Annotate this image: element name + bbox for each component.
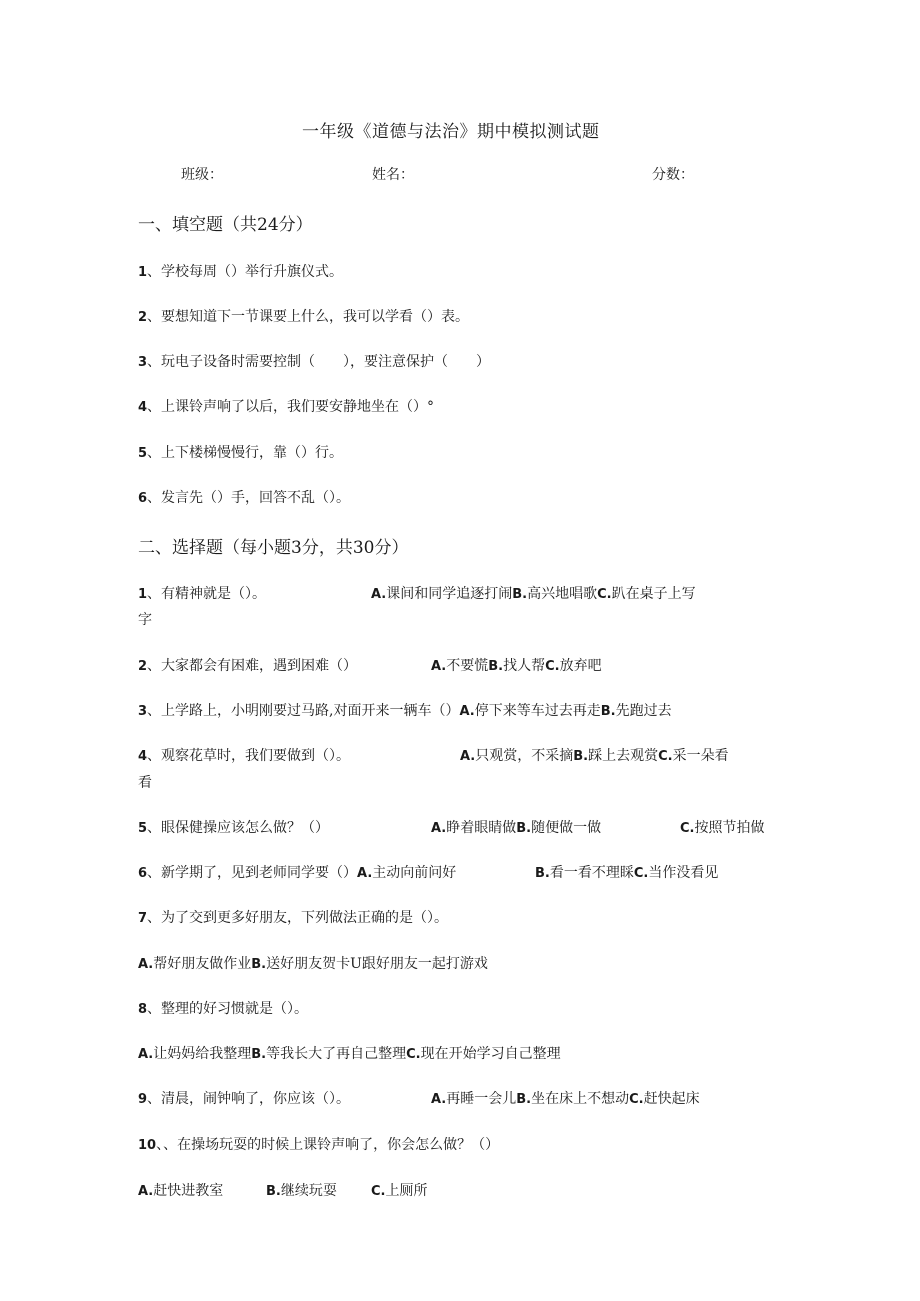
fill-question <box>138 306 469 326</box>
option-b-text: 坐在床上不想动 <box>531 1091 630 1107</box>
option-a-text: 再睡一会儿 <box>446 1091 517 1107</box>
option-c-text: 趴在桌子上写 <box>611 586 696 602</box>
option-b-letter: B. <box>251 957 267 972</box>
option-a-letter: A. <box>431 821 447 836</box>
question-text: 、学校每周（）举行升旗仪式。 <box>147 264 344 280</box>
name-label: 姓名： <box>372 167 414 183</box>
option-c-letter: C. <box>658 749 673 764</box>
choice-question-stem <box>138 745 350 765</box>
fill-question <box>138 442 343 462</box>
choice-options <box>371 583 696 603</box>
choice-options <box>431 655 602 675</box>
option-c-text: 赶快起床 <box>643 1091 700 1107</box>
question-number: 6 <box>138 491 148 506</box>
option-b-text: 随便做一做 <box>531 820 602 836</box>
question-text: 、要想知道下一节课要上什么，我可以学看（）表。 <box>147 309 470 325</box>
section-heading-fill-blank: 一、填空题（共24分） <box>138 215 313 235</box>
wrapped-text: 字 <box>138 612 152 628</box>
option-a-letter: A. <box>459 704 475 719</box>
question-text: 、发言先（）手，回答不乱（）。 <box>147 490 351 506</box>
option-b-text: 看一看不理睬 <box>549 865 634 881</box>
option-c-letter: C. <box>629 1092 644 1107</box>
question-number: 9 <box>138 1092 148 1107</box>
option-a-letter: A. <box>431 1092 447 1107</box>
option-b-text: 高兴地唱歌 <box>527 586 598 602</box>
question-text: 、上课铃声响了以后，我们要安静地坐在（）° <box>147 399 435 415</box>
question-number: 1 <box>138 587 148 602</box>
option-a-letter: A. <box>431 659 447 674</box>
question-number: 1 <box>138 265 148 280</box>
option-b-letter: B. <box>600 704 616 719</box>
question-number: 2 <box>138 310 148 325</box>
choice-option-c <box>680 817 764 837</box>
option-b-letter: B. <box>251 1047 267 1062</box>
option-c-text: 现在开始学习自己整理 <box>420 1046 561 1062</box>
option-a-text: 不要慌 <box>446 658 489 674</box>
question-text: 、上下楼梯慢慢行，靠（）行。 <box>147 445 344 461</box>
option-a-letter: A. <box>138 1184 154 1199</box>
question-number: 6 <box>138 866 148 881</box>
option-b-text: 先跑过去 <box>615 703 672 719</box>
question-text: 、有精神就是（）。 <box>147 586 267 602</box>
option-b-letter: B. <box>573 749 589 764</box>
question-number: 4 <box>138 749 148 764</box>
option-c-letter: C. <box>680 821 695 836</box>
question-text: 、整理的好习惯就是（）。 <box>147 1001 309 1017</box>
choice-question-stem <box>138 655 357 675</box>
option-c-letter: C. <box>371 1184 386 1199</box>
option-a-text: 睁着眼睛做 <box>446 820 517 836</box>
option-a-letter: A. <box>138 957 154 972</box>
option-a-text: 主动向前问好 <box>372 865 457 881</box>
option-b-letter: B. <box>535 866 550 881</box>
choice-question-stem <box>138 998 308 1018</box>
option-a-text: 课间和同学追逐打闹 <box>386 586 513 602</box>
option-a-text: 赶快进教室 <box>153 1183 224 1199</box>
option-b-letter: B. <box>266 1184 281 1199</box>
option-c-text: 采一朵看 <box>672 748 729 764</box>
option-b-text: 继续玩耍 <box>280 1183 337 1199</box>
fill-question <box>138 396 434 416</box>
question-number: 5 <box>138 821 148 836</box>
option-c-text: 上厕所 <box>385 1183 428 1199</box>
choice-option-ab <box>431 817 601 837</box>
page-title: 一年级《道德与法治》期中模拟测试题 <box>302 122 600 142</box>
choice-question-stem <box>138 1134 499 1154</box>
score-label: 分数： <box>652 167 694 183</box>
option-b-text: 等我长大了再自己整理 <box>266 1046 407 1062</box>
question-text: 、大家都会有困难，遇到困难（） <box>147 658 358 674</box>
option-c-letter: C. <box>406 1047 421 1062</box>
option-b-text: 找人帮 <box>503 658 546 674</box>
question-number: 3 <box>138 355 148 370</box>
option-c-letter: C. <box>633 866 649 881</box>
option-a-text: 停下来等车过去再走 <box>474 703 601 719</box>
option-a-letter: A. <box>357 866 373 881</box>
question-number: 3 <box>138 704 148 719</box>
question-text: 、眼保健操应该怎么做？（） <box>147 820 330 836</box>
question-number: 7 <box>138 911 148 926</box>
option-b-letter: B. <box>516 821 532 836</box>
option-b-letter: B. <box>512 587 528 602</box>
option-c-text: 当作没看见 <box>648 865 719 881</box>
question-text: 、观察花草时，我们要做到（）。 <box>147 748 351 764</box>
option-b-letter: B. <box>488 659 504 674</box>
choice-option-a <box>138 1180 223 1200</box>
question-text: 、上学路上，小明刚要过马路,对面开来一辆车（） <box>147 703 460 719</box>
option-a-text: 帮好朋友做作业 <box>153 956 252 972</box>
question-number: 2 <box>138 659 148 674</box>
class-label: 班级： <box>181 167 223 183</box>
fill-question <box>138 487 350 507</box>
choice-question-stem <box>138 907 448 927</box>
choice-question-stem <box>138 817 329 837</box>
choice-question-stem <box>138 1088 350 1108</box>
choice-option-b <box>266 1180 337 1200</box>
choice-question-stem <box>138 862 456 882</box>
choice-question <box>138 700 672 720</box>
fill-question <box>138 351 490 371</box>
option-c-text: 按照节拍做 <box>694 820 765 836</box>
choice-options <box>460 745 729 765</box>
question-number: 5 <box>138 446 148 461</box>
question-number: 10 <box>138 1138 157 1153</box>
option-c-text: 放弃吧 <box>559 658 602 674</box>
question-number: 4 <box>138 400 148 415</box>
question-text: 、玩电子设备时需要控制（ ），要注意保护（ ） <box>147 354 491 370</box>
option-b-text: 送好朋友贺卡U跟好朋友一起打游戏 <box>266 956 488 972</box>
question-number: 8 <box>138 1002 148 1017</box>
option-b-text: 踩上去观赏 <box>588 748 659 764</box>
option-a-text: 让妈妈给我整理 <box>153 1046 252 1062</box>
choice-option-bc <box>535 862 718 882</box>
question-text: 、新学期了，见到老师同学要（） <box>147 865 358 881</box>
option-c-letter: C. <box>545 659 560 674</box>
choice-options <box>138 953 488 973</box>
choice-option-c <box>371 1180 427 1200</box>
option-b-letter: B. <box>516 1092 532 1107</box>
option-a-letter: A. <box>460 749 476 764</box>
option-a-letter: A. <box>371 587 387 602</box>
question-text: 、、在操场玩耍的时候上课铃声响了，你会怎么做？（） <box>156 1137 500 1153</box>
question-text: 、清晨，闹钟响了，你应该（）。 <box>147 1091 351 1107</box>
choice-options <box>431 1088 700 1108</box>
option-c-letter: C. <box>597 587 612 602</box>
option-a-text: 只观赏，不采摘 <box>475 748 574 764</box>
choice-question-stem <box>138 583 266 603</box>
choice-options <box>138 1043 561 1063</box>
wrapped-text: 看 <box>138 775 152 791</box>
question-text: 、为了交到更多好朋友，下列做法正确的是（）。 <box>147 910 449 926</box>
option-a-letter: A. <box>138 1047 154 1062</box>
section-heading-multiple-choice: 二、选择题（每小题3分，共30分） <box>138 538 409 558</box>
fill-question <box>138 261 343 281</box>
